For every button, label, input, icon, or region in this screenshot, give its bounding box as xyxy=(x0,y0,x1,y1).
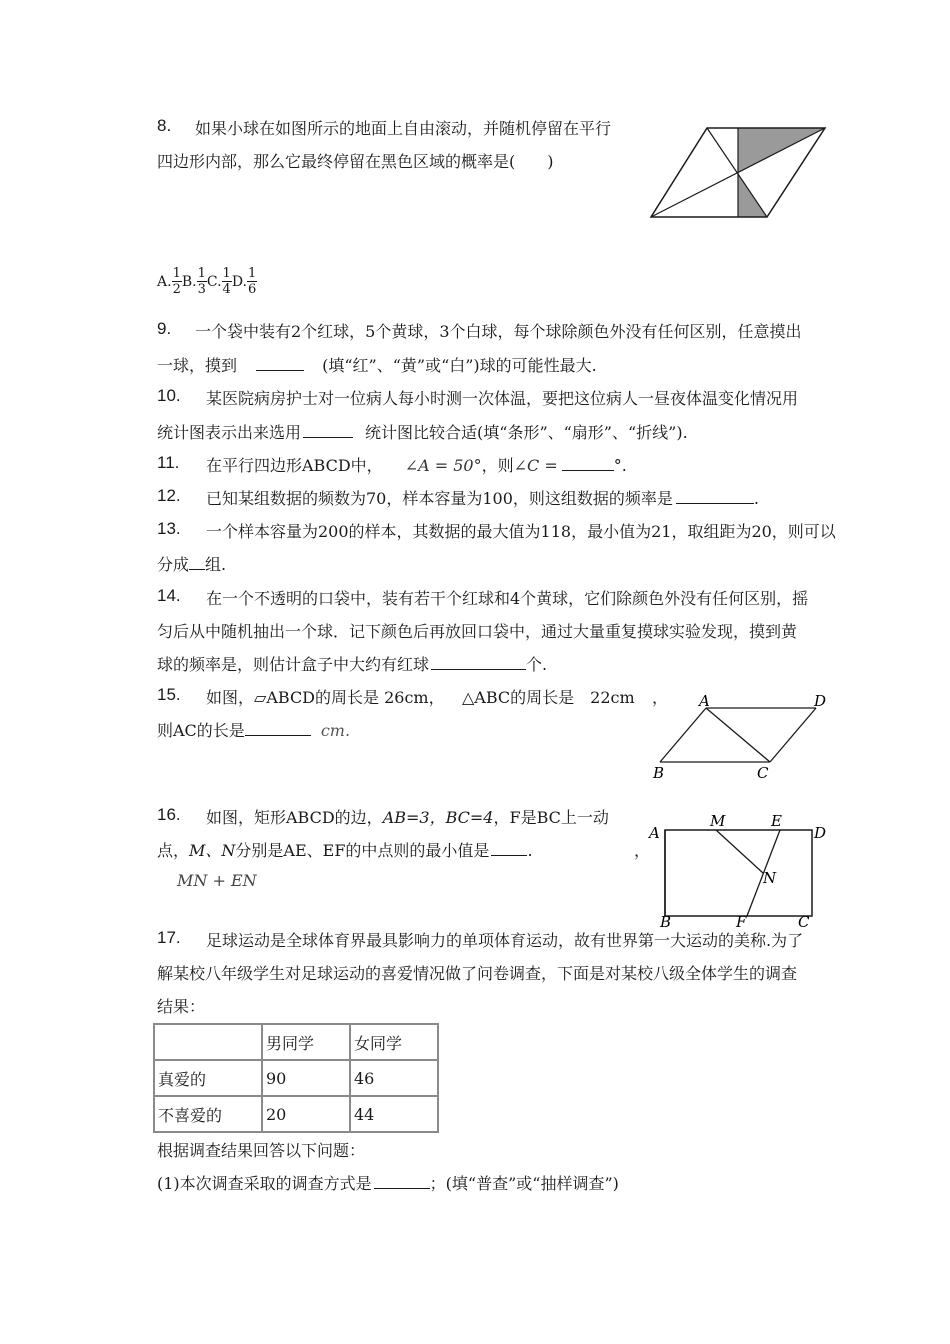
table-header-row xyxy=(154,1024,438,1060)
q16-label-f: F xyxy=(736,913,747,928)
q16-rectangle-figure xyxy=(648,810,838,928)
q8-line2: 四边形内部，那么它最终停留在黑色区域的概率是( ) xyxy=(157,152,554,171)
table-cell: 20 xyxy=(262,1096,350,1132)
q11-tail: °. xyxy=(613,456,627,475)
q9-line2 xyxy=(157,353,597,376)
q11-answer-blank[interactable] xyxy=(562,456,614,471)
q16-label-e: E xyxy=(771,812,782,830)
table-cell: 90 xyxy=(262,1060,350,1096)
table-row xyxy=(154,1096,438,1132)
q16-number: 16. xyxy=(157,805,181,824)
q9-line2-end: (填“红”、“黄”或“白”)球的可能性最大. xyxy=(322,356,597,375)
q8-line1: 如果小球在如图所示的地面上自由滚动，并随机停留在平行 xyxy=(195,119,612,138)
q9-number: 9. xyxy=(157,319,172,338)
q16-label-b: B xyxy=(660,913,672,928)
q15-label-a: A xyxy=(699,692,710,710)
q15-perimeter-text: ABCD的周长是 26cm， xyxy=(266,688,445,707)
q16-midpoints: M、N xyxy=(189,841,236,860)
q15-number: 15. xyxy=(157,685,181,704)
q15-line2 xyxy=(157,718,350,741)
q16-line2-end: . xyxy=(527,841,533,860)
q16-label-n: N xyxy=(763,869,777,887)
q8-options xyxy=(157,266,257,297)
q13-line1: 一个样本容量为200的样本，其数据的最大值为118，最小值为21，取组距为20，则可以 xyxy=(206,522,836,541)
q15-triangle-text: △ABC的周长是 22cm xyxy=(462,688,635,707)
q16-label-d: D xyxy=(814,824,827,842)
q17-sub1-end: ；(填“普查”或“抽样调查”) xyxy=(429,1174,619,1193)
table-header-cell xyxy=(154,1024,262,1060)
q8-number: 8. xyxy=(157,116,172,135)
q11-angle-a: ∠A = 50° xyxy=(404,456,482,475)
q9-line1: 一个袋中装有2个红球，5个黄球，3个白球，每个球除颜色外没有任何区别，任意摸出 xyxy=(195,322,802,341)
q14-line1: 在一个不透明的口袋中，装有若干个红球和4个黄球，它们除颜色外没有任何区别，摇 xyxy=(206,589,809,608)
table-cell: 不喜爱的 xyxy=(154,1096,262,1132)
q17-number: 17. xyxy=(157,928,181,947)
q10-line1: 某医院病房护士对一位病人每小时测一次体温，要把这位病人一昼夜体温变化情况用 xyxy=(206,389,799,408)
q16-line1 xyxy=(206,805,609,828)
q14-line3-end: 个. xyxy=(526,655,548,674)
q16-label-c: C xyxy=(798,913,810,928)
q12-text: 已知某组数据的频数为70，样本容量为100，则这组数据的频率是 xyxy=(206,489,673,508)
q11-angle-c: ∠C = xyxy=(513,456,558,475)
q16-line2-mid: 分别是AE、EF的中点则的最小值是 xyxy=(235,841,490,860)
q16-line2 xyxy=(157,838,533,861)
q10-line2 xyxy=(157,420,688,443)
parallelogram-icon: ▱ xyxy=(254,688,267,707)
q16-comma: ， xyxy=(634,841,651,860)
q12-number: 12. xyxy=(157,486,181,505)
table-header-cell: 女同学 xyxy=(350,1024,438,1060)
q15-answer-blank[interactable] xyxy=(245,721,311,736)
q9-answer-blank[interactable] xyxy=(256,356,304,371)
q15-label-d: D xyxy=(814,692,827,710)
q17-sub1-answer-blank[interactable] xyxy=(374,1174,430,1189)
q16-expression: MN + EN xyxy=(177,871,257,890)
table-cell: 44 xyxy=(350,1096,438,1132)
q15-label-b: B xyxy=(653,764,665,782)
q11-line xyxy=(206,453,627,476)
q17-line2: 解某校八年级学生对足球运动的喜爱情况做了问卷调查，下面是对某校八级全体学生的调查 xyxy=(157,964,798,983)
q14-line2: 匀后从中随机抽出一个球．记下颜色后再放回口袋中，通过大量重复摸球实验发现，摸到黄 xyxy=(157,622,798,641)
q17-line1: 足球运动是全球体育界最具影响力的单项体育运动，故有世界第一大运动的美称.为了 xyxy=(206,931,804,950)
q15-unit: cm. xyxy=(320,721,351,740)
table-header-cell: 男同学 xyxy=(262,1024,350,1060)
q15-parallelogram-figure xyxy=(650,690,835,782)
q13-number: 13. xyxy=(157,519,181,538)
q8-parallelogram-figure xyxy=(645,122,830,222)
q12-answer-blank[interactable] xyxy=(676,489,754,504)
table-cell: 真爱的 xyxy=(154,1060,262,1096)
q14-answer-blank[interactable] xyxy=(431,655,526,670)
q16-label-m: M xyxy=(710,812,726,830)
q14-line3-start: 球的频率是，则估计盒子中大约有红球 xyxy=(157,655,430,674)
q16-answer-blank[interactable] xyxy=(491,841,527,856)
q10-answer-blank[interactable] xyxy=(303,423,353,438)
q13-line2 xyxy=(157,552,226,575)
q10-line2-end: 统计图比较合适(填“条形”、“扇形”、“折线”). xyxy=(365,423,688,442)
q16-line1-start: 如图，矩形ABCD的边， xyxy=(206,808,383,827)
q12-tail: . xyxy=(753,489,759,508)
q14-line3 xyxy=(157,652,547,675)
q11-text-mid: ，则 xyxy=(481,456,514,475)
table-cell: 46 xyxy=(350,1060,438,1096)
q9-line2-start: 一球，摸到 xyxy=(157,356,238,375)
q10-line2-start: 统计图表示出来选用 xyxy=(157,423,302,442)
q13-answer-blank[interactable] xyxy=(189,555,205,570)
q8-option-a[interactable]: A. $\frac{1}{2}$ xyxy=(157,266,181,297)
q17-sub1-start: (1)本次调查采取的调查方式是 xyxy=(157,1174,372,1193)
q17-sub1 xyxy=(157,1171,619,1194)
q13-line2-end: 组. xyxy=(205,555,227,574)
q15-line2-start: 则AC的长是 xyxy=(157,721,245,740)
q16-label-a: A xyxy=(649,824,660,842)
q16-line2-start: 点， xyxy=(157,841,190,860)
table-row xyxy=(154,1060,438,1096)
q17-after-table: 根据调查结果回答以下问题： xyxy=(157,1141,366,1160)
q16-line1-end: ，F是BC上一动 xyxy=(493,808,609,827)
q10-number: 10. xyxy=(157,386,181,405)
q12-line xyxy=(206,486,759,509)
q15-line1 xyxy=(206,685,445,708)
q13-line2-start: 分成 xyxy=(157,555,190,574)
q15-line1-start: 如图， xyxy=(206,688,255,707)
q14-number: 14. xyxy=(157,586,181,605)
q11-number: 11. xyxy=(157,453,180,472)
q11-text-start: 在平行四边形ABCD中， xyxy=(206,456,383,475)
q16-side-lengths: AB=3，BC=4 xyxy=(382,808,494,827)
q15-label-c: C xyxy=(757,764,769,782)
q15-comma: ， xyxy=(652,688,669,707)
q17-survey-table xyxy=(153,1023,439,1133)
q8-option-d[interactable]: D. $\frac{1}{6}$ xyxy=(231,266,257,297)
q17-line3: 结果： xyxy=(157,997,206,1016)
q8-option-b[interactable]: B. $\frac{1}{3}$ xyxy=(181,266,206,297)
q8-option-c[interactable]: C. $\frac{1}{4}$ xyxy=(206,266,231,297)
